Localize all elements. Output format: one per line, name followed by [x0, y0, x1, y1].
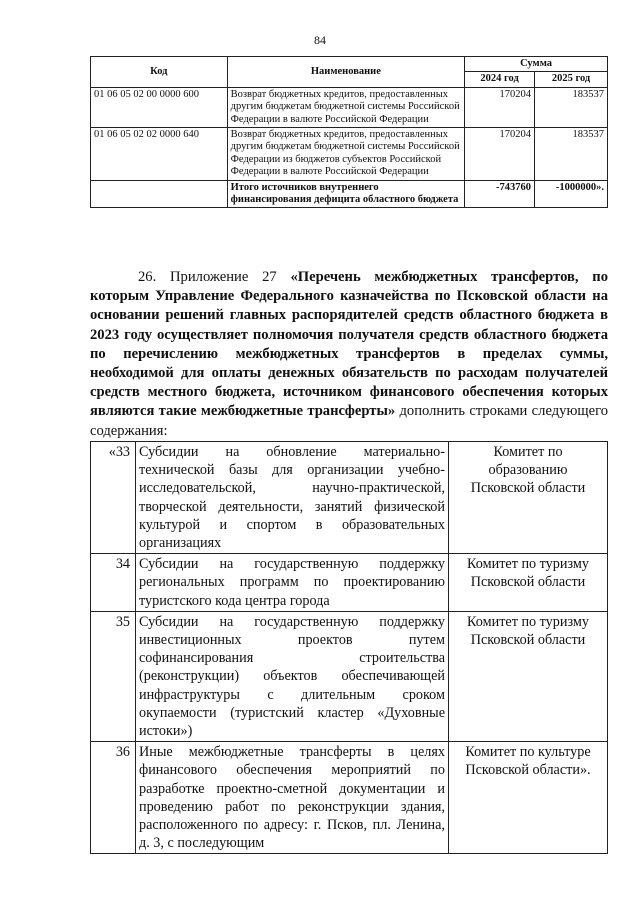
header-2025: 2025 год — [535, 72, 608, 87]
row-organization: Комитет по туризму Псковской области — [449, 611, 608, 741]
row-name: Возврат бюджетных кредитов, предоставленных другим бюджетам бюджетной системы Российской Федерации в валюте Российской Федерации — [227, 87, 465, 127]
total-value-2024: -743760 — [465, 180, 535, 208]
header-code: Код — [91, 57, 228, 88]
row-number: 34 — [91, 554, 136, 612]
header-name: Наименование — [227, 57, 465, 88]
row-name: Субсидии на государственную поддержку инвестиционных проектов путем софинансирования строительства (реконструкции) объектов обеспечивающей инфраструктуры с длительным сроком окупаемости (туристский кластер «Духовные истоки») — [136, 611, 449, 741]
row-name: Субсидии на государственную поддержку региональных программ по проектированию туристского кода центра города — [136, 554, 449, 612]
header-sum: Сумма — [465, 57, 608, 72]
row-organization: Комитет по образованию Псковской области — [449, 442, 608, 554]
table-row — [91, 742, 608, 854]
total-name: Итого источников внутреннего финансирования дефицита областного бюджета — [227, 180, 465, 208]
row-name: Возврат бюджетных кредитов, предоставленных другим бюджетам бюджетной системы Российской Федерации из бюджетов субъектов Российской Федерации в валюте Российской Федерации — [227, 128, 465, 181]
row-organization: Комитет по культуре Псковской области». — [449, 742, 608, 854]
row-code: 01 06 05 02 02 0000 640 — [91, 128, 228, 181]
amendment-paragraph — [90, 268, 608, 441]
sources-financing-table — [90, 56, 608, 208]
row-name: Иные межбюджетные трансферты в целях финансового обеспечения мероприятий по разработке проектно-сметной документации и проведению работ по реконструкции здания, расположенного по адресу: г. Псков, пл. Ленина, д. 3, с последующим — [136, 742, 449, 854]
table-row — [91, 611, 608, 741]
row-value-2024: 170204 — [465, 87, 535, 127]
row-number: «33 — [91, 442, 136, 554]
row-number: 35 — [91, 611, 136, 741]
total-value-2025: -1000000». — [535, 180, 608, 208]
table-header-row — [91, 57, 608, 72]
table-row — [91, 554, 608, 612]
row-name: Субсидии на обновление материально-технической базы для организации учебно-исследовательской, научно-практической, творческой деятельности, занятий физической культурой и спортом в образовательных организациях — [136, 442, 449, 554]
row-code: 01 06 05 02 00 0000 600 — [91, 87, 228, 127]
page-number: 84 — [314, 33, 326, 47]
row-value-2025: 183537 — [535, 128, 608, 181]
table-row — [91, 87, 608, 127]
row-value-2024: 170204 — [465, 128, 535, 181]
total-code — [91, 180, 228, 208]
table-row — [91, 128, 608, 181]
transfers-table — [90, 441, 608, 854]
table-total-row — [91, 180, 608, 208]
table-row — [91, 442, 608, 554]
row-organization: Комитет по туризму Псковской области — [449, 554, 608, 612]
paragraph-bold-title: «Перечень межбюджетных трансфертов, по которым Управление Федерального казначейства по Псковской области на основании решений главных распорядителей средств областного бюджета в 2023 году осуществляет полномочия получателя средств областного бюджета по перечислению межбюджетных трансфертов в пределах суммы, необходимой для оплаты денежных обязательств по расходам получателей средств местного бюджета, источником финансового обеспечения которых являются такие межбюджетные трансферты» — [90, 269, 608, 420]
row-number: 36 — [91, 742, 136, 854]
paragraph-lead: 26. Приложение 27 — [138, 269, 291, 285]
row-value-2025: 183537 — [535, 87, 608, 127]
header-2024: 2024 год — [465, 72, 535, 87]
paragraph-tail: дополнить строками следующего содержания: — [90, 403, 608, 439]
